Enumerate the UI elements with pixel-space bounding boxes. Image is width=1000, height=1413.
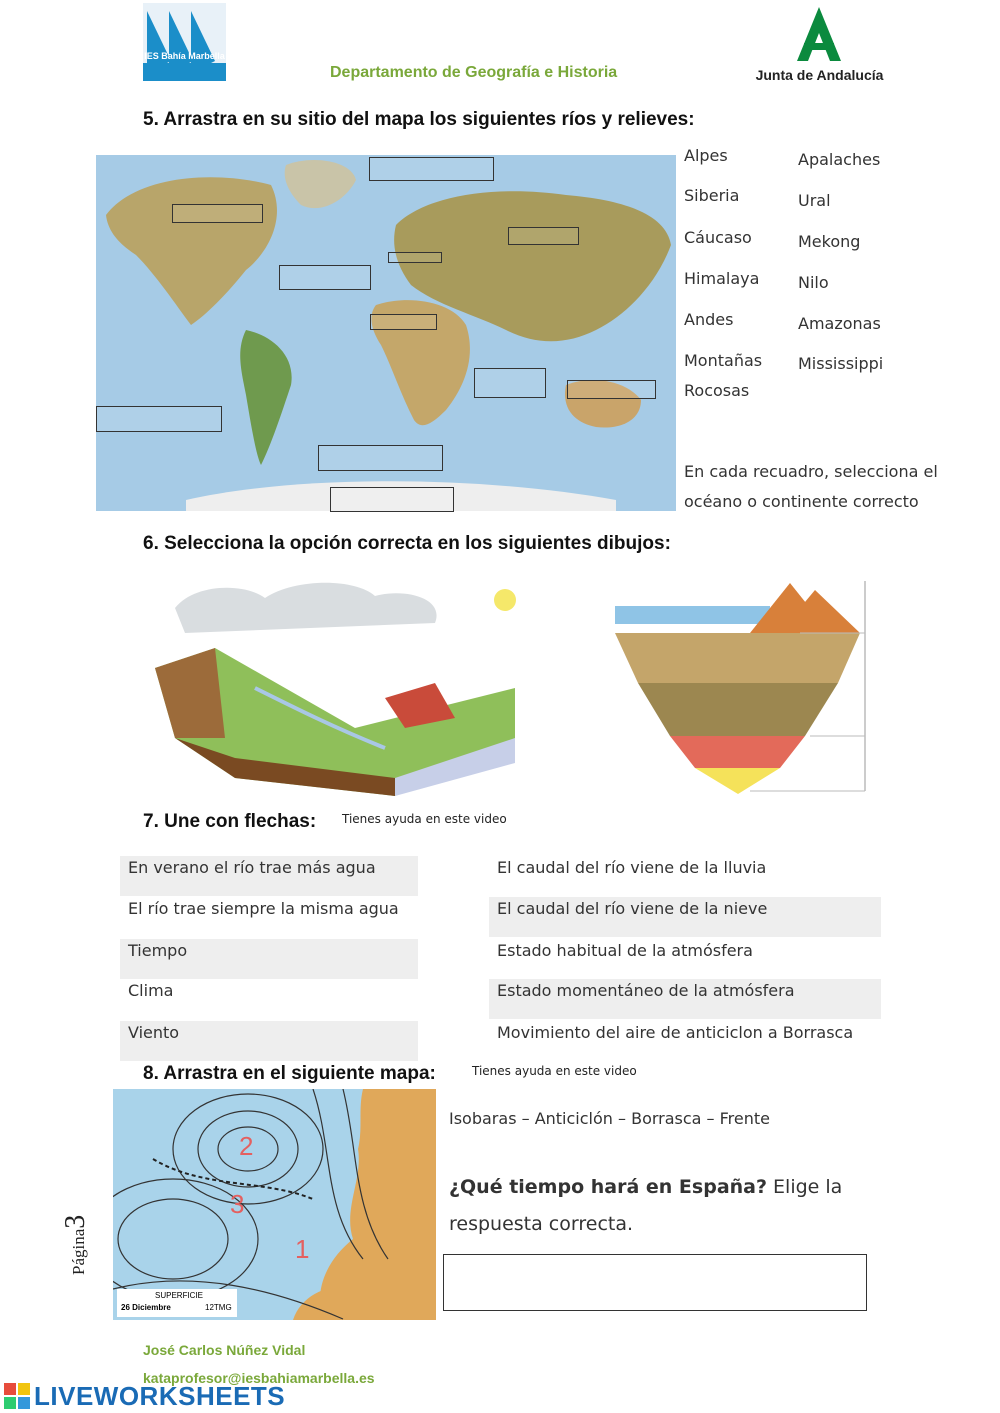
map-dropbox-2[interactable] bbox=[172, 204, 263, 223]
school-logo-text: IES Bahía Marbella bbox=[144, 51, 225, 61]
match-left-2[interactable]: El río trae siempre la misma agua bbox=[128, 899, 399, 918]
section8-title: 8. Arrastra en el siguiente mapa: bbox=[143, 1063, 436, 1084]
earth-layers-diagram bbox=[610, 578, 870, 796]
word-himalaya[interactable]: Himalaya bbox=[684, 269, 760, 288]
match-right-3[interactable]: Estado habitual de la atmósfera bbox=[497, 941, 753, 960]
match-left-5[interactable]: Viento bbox=[120, 1021, 418, 1061]
map-dropbox-5[interactable] bbox=[279, 265, 371, 290]
word-montanas[interactable]: Montañas bbox=[684, 351, 763, 370]
match-left-3[interactable]: Tiempo bbox=[120, 939, 418, 979]
map-label-2: 2 bbox=[239, 1131, 254, 1161]
map-dropbox-8[interactable] bbox=[567, 380, 656, 399]
map-label-3: 3 bbox=[230, 1189, 245, 1219]
word-ural[interactable]: Ural bbox=[798, 191, 831, 210]
match-left-4[interactable]: Clima bbox=[128, 981, 174, 1000]
section5-title: 5. Arrastra en su sitio del mapa los siguientes ríos y relieves: bbox=[143, 109, 695, 130]
match-right-1[interactable]: El caudal del río viene de la lluvia bbox=[497, 858, 767, 877]
section7-help-link[interactable]: Tienes ayuda en este video bbox=[342, 812, 507, 826]
word-apalaches[interactable]: Apalaches bbox=[798, 150, 881, 169]
section8-question-line2: respuesta correcta. bbox=[449, 1213, 634, 1235]
match-right-4[interactable]: Estado momentáneo de la atmósfera bbox=[489, 979, 881, 1019]
liveworksheets-logo bbox=[4, 1381, 285, 1411]
map-caption-surface: SUPERFICIE bbox=[155, 1291, 204, 1300]
map-dropbox-6[interactable] bbox=[370, 314, 437, 330]
department-title: Departamento de Geografía e Historia bbox=[330, 64, 618, 81]
map-dropbox-10[interactable] bbox=[318, 445, 443, 471]
section8-question bbox=[449, 1176, 842, 1198]
word-andes[interactable]: Andes bbox=[684, 310, 734, 329]
map-dropbox-11[interactable] bbox=[330, 487, 454, 512]
question-bold: ¿Qué tiempo hará en España? bbox=[449, 1176, 768, 1198]
word-nilo[interactable]: Nilo bbox=[798, 273, 829, 292]
footer-email[interactable]: kataprofesor@iesbahiamarbella.es bbox=[143, 1370, 375, 1386]
map-dropbox-1[interactable] bbox=[369, 157, 494, 181]
junta-logo bbox=[752, 3, 887, 88]
map-caption-time: 12TMG bbox=[205, 1303, 232, 1312]
map-dropbox-9[interactable] bbox=[96, 406, 222, 432]
match-right-2[interactable]: El caudal del río viene de la nieve bbox=[489, 897, 881, 937]
match-left-1[interactable]: En verano el río trae más agua bbox=[120, 856, 418, 896]
word-alpes[interactable]: Alpes bbox=[684, 146, 728, 165]
word-mississippi[interactable]: Mississippi bbox=[798, 354, 884, 373]
map-dropbox-4[interactable] bbox=[388, 252, 442, 263]
section5-instruction-line2: océano o continente correcto bbox=[684, 492, 919, 511]
page-num: 3 bbox=[60, 1214, 91, 1229]
water-cycle-illustration bbox=[155, 578, 525, 796]
match-right-5[interactable]: Movimiento del aire de anticiclon a Borrasca bbox=[497, 1023, 854, 1042]
word-rocosas[interactable]: Rocosas bbox=[684, 381, 750, 400]
map-label-1: 1 bbox=[295, 1234, 310, 1264]
word-caucaso[interactable]: Cáucaso bbox=[684, 228, 752, 247]
weather-map bbox=[113, 1089, 436, 1320]
section8-terms: Isobaras – Anticiclón – Borrasca – Frente bbox=[449, 1109, 771, 1128]
junta-text: Junta de Andalucía bbox=[755, 67, 884, 83]
school-logo bbox=[143, 3, 226, 81]
answer-select-box[interactable] bbox=[443, 1254, 867, 1311]
page-label: Página bbox=[69, 1228, 88, 1275]
word-mekong[interactable]: Mekong bbox=[798, 232, 861, 251]
map-dropbox-7[interactable] bbox=[474, 368, 546, 398]
section8-help-link[interactable]: Tienes ayuda en este video bbox=[472, 1064, 637, 1078]
footer-author: José Carlos Núñez Vidal bbox=[143, 1342, 306, 1358]
page-number bbox=[60, 1185, 100, 1275]
map-caption-box bbox=[117, 1289, 237, 1317]
question-rest: Elige la bbox=[767, 1176, 843, 1198]
section7-title: 7. Une con flechas: bbox=[143, 811, 317, 832]
section5-instruction-line1: En cada recuadro, selecciona el bbox=[684, 462, 938, 481]
liveworksheets-icon bbox=[4, 1383, 30, 1409]
section6-title: 6. Selecciona la opción correcta en los siguientes dibujos: bbox=[143, 533, 671, 554]
word-siberia[interactable]: Siberia bbox=[684, 186, 740, 205]
map-dropbox-3[interactable] bbox=[508, 227, 579, 245]
map-caption-date: 26 Diciembre bbox=[121, 1303, 171, 1312]
liveworksheets-brand: LIVEWORKSHEETS bbox=[34, 1380, 286, 1411]
word-amazonas[interactable]: Amazonas bbox=[798, 314, 881, 333]
